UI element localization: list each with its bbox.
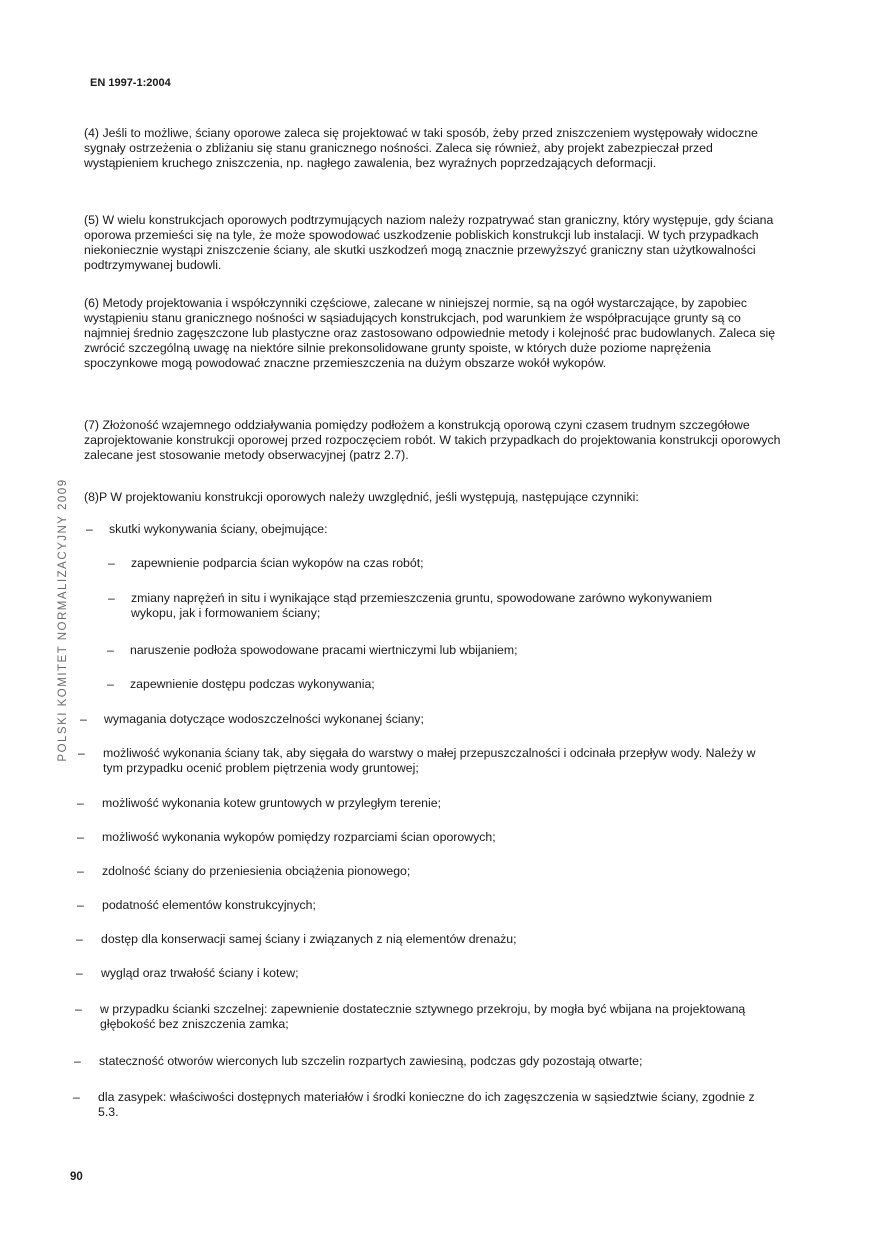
list-item: możliwość wykonania wykopów pomiędzy rozparciami ścian oporowych; (102, 830, 496, 844)
paragraph-5: (5) W wielu konstrukcjach oporowych podtrzymujących naziom należy rozpatrywać stan graniczny, który występuje, gdy ściana oporowa przemieści się na tyle, że może spowodować uszkodzenie pobliskich konstrukcji lub instalacji. W tych przypadkach niekoniecznie wystąpi zniszczenie ściany, ale skutki uszkodzeń mogą znacznie przewyższyć graniczny stan użytkowalności podtrzymywanej budowli. (84, 213, 774, 272)
list-dash: – (78, 746, 85, 760)
list-item: wygląd oraz trwałość ściany i kotew; (101, 966, 299, 980)
watermark: POLSKI KOMITET NORMALIZACYJNY 2009 (57, 478, 69, 762)
list-dash: – (108, 591, 115, 605)
page-number: 90 (70, 1171, 83, 1183)
list-item: wymagania dotyczące wodoszczelności wykonanej ściany; (104, 712, 424, 726)
list-dash: – (75, 1002, 82, 1016)
list-item: stateczność otworów wierconych lub szczelin rozpartych zawiesiną, podczas gdy pozostają otwarte; (99, 1054, 643, 1068)
list-item: możliwość wykonania ściany tak, aby sięgała do warstwy o małej przepuszczalności i odcinała przepływ wody. Należy w tym przypadku ocenić problem piętrzenia wody gruntowej; (103, 746, 756, 775)
sub-list-item: naruszenie podłoża spowodowane pracami wiertniczymi lub wbijaniem; (130, 643, 518, 657)
list-dash: – (108, 556, 115, 570)
list-dash: – (76, 932, 83, 946)
list-item: skutki wykonywania ściany, obejmujące: (109, 522, 328, 536)
list-item: dostęp dla konserwacji samej ściany i związanych z nią elementów drenażu; (101, 932, 517, 946)
list-dash: – (77, 864, 84, 878)
list-dash: – (73, 1090, 80, 1104)
list-dash: – (86, 522, 93, 536)
sub-list-item: zmiany naprężeń in situ i wynikające stąd przemieszczenia gruntu, spowodowane zarówno wykonywaniem wykopu, jak i formowaniem ściany; (131, 591, 712, 620)
list-item: zdolność ściany do przeniesienia obciążenia pionowego; (102, 864, 411, 878)
paragraph-8p: (8)P W projektowaniu konstrukcji oporowych należy uwzględnić, jeśli występują, następujące czynniki: (84, 490, 639, 504)
list-dash: – (80, 712, 87, 726)
list-dash: – (77, 830, 84, 844)
list-item: możliwość wykonania kotew gruntowych w przyległym terenie; (102, 796, 441, 810)
paragraph-7: (7) Złożoność wzajemnego oddziaływania pomiędzy podłożem a konstrukcją oporową czyni czasem trudnym szczegółowe zaprojektowanie konstrukcji oporowej przed rozpoczęciem robót. W takich przypadkach do projektowania konstrukcji oporowych zalecane jest stosowanie metody obserwacyjnej (patrz 2.7). (84, 418, 781, 462)
list-item: podatność elementów konstrukcyjnych; (102, 898, 316, 912)
list-dash: – (107, 677, 114, 691)
sub-list-item: zapewnienie podparcia ścian wykopów na czas robót; (131, 556, 424, 570)
sub-list-item: zapewnienie dostępu podczas wykonywania; (130, 677, 375, 691)
list-item: dla zasypek: właściwości dostępnych materiałów i środki konieczne do ich zagęszczenia w sąsiedztwie ściany, zgodnie z 5.3. (98, 1090, 755, 1119)
document-id: EN 1997-1:2004 (90, 77, 171, 89)
list-dash: – (77, 796, 84, 810)
list-dash: – (77, 898, 84, 912)
list-dash: – (76, 966, 83, 980)
paragraph-4: (4) Jeśli to możliwe, ściany oporowe zaleca się projektować w taki sposób, żeby przed zniszczeniem występowały widoczne sygnały ostrzeżenia o zbliżaniu się stanu granicznego nośności. Zaleca się również, aby projekt zabezpieczał przed wystąpieniem kruchego zniszczenia, np. nagłego zawalenia, bez wyraźnych poprzedzających deformacji. (84, 126, 758, 170)
list-item: w przypadku ścianki szczelnej: zapewnienie dostatecznie sztywnego przekroju, by mogła być wbijana na projektowaną głębokość bez zniszczenia zamka; (100, 1002, 746, 1031)
paragraph-6: (6) Metody projektowania i współczynniki częściowe, zalecane w niniejszej normie, są na ogół wystarczające, by zapobiec wystąpieniu stanu granicznego nośności w sąsiadujących konstrukcjach, pod warunkiem że współpracujące grunty są co najmniej średnio zagęszczone lub plastyczne oraz zastosowano odpowiednie metody i kolejność prac budowlanych. Zaleca się zwrócić szczególną uwagę na niektóre silnie prekonsolidowane grunty spoiste, w których duże poziome naprężenia spoczynkowe mogą powodować znaczne przemieszczenia na dużym obszarze wokół wykopów. (84, 296, 776, 370)
list-dash: – (107, 643, 114, 657)
list-dash: – (74, 1054, 81, 1068)
